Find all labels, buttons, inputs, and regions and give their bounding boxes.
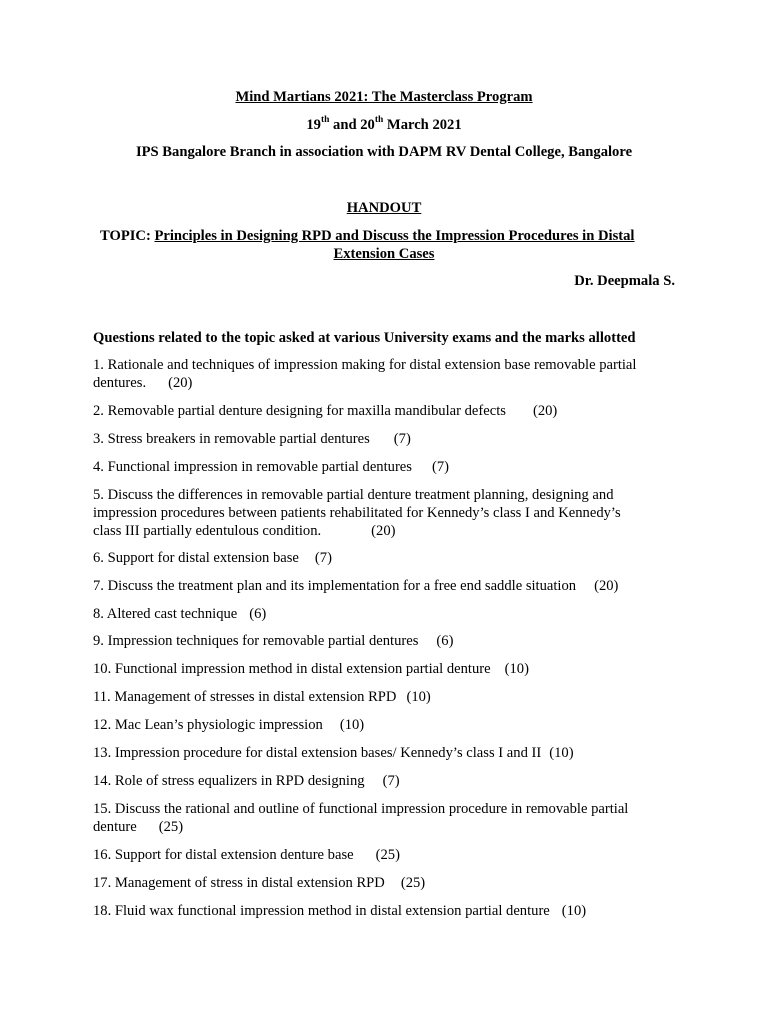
marks: (25) <box>158 819 184 835</box>
marks: (10) <box>549 745 574 761</box>
marks: (10) <box>504 661 529 677</box>
marks: (7) <box>314 550 332 566</box>
list-item: 5. Discuss the differences in removable partial denture treatment planning, designing and impression procedures between patients rehabilitated for Kennedy’s class I and Kennedy’s class III partially edentulous condition. (20) <box>93 487 621 539</box>
marks: (6) <box>436 633 454 649</box>
program-title: Mind Martians 2021: The Masterclass Program <box>235 89 533 105</box>
list-item: 7. Discuss the treatment plan and its implementation for a free end saddle situation (20) <box>93 578 619 594</box>
venue: IPS Bangalore Branch in association with DAPM RV Dental College, Bangalore <box>135 144 633 160</box>
list-item: 15. Discuss the rational and outline of functional impression procedure in removable partial denture (25) <box>93 801 629 835</box>
list-item: 2. Removable partial denture designing for maxilla mandibular defects (20) <box>93 403 558 419</box>
topic-title: Principles in Designing RPD and Discuss the Impression Procedures in Distal <box>154 228 635 244</box>
list-item: 18. Fluid wax functional impression method in distal extension partial denture (10) <box>93 903 587 919</box>
marks: (10) <box>561 903 587 919</box>
marks: (20) <box>594 578 619 594</box>
marks: (25) <box>400 875 426 891</box>
marks: (25) <box>375 847 400 863</box>
list-item: 3. Stress breakers in removable partial dentures (7) <box>93 431 411 447</box>
handout-label: HANDOUT <box>346 200 422 216</box>
list-item: 1. Rationale and techniques of impression making for distal extension base removable partial dentures. (20) <box>93 357 637 391</box>
list-item: 8. Altered cast technique (6) <box>93 606 267 622</box>
questions-heading: Questions related to the topic asked at various University exams and the marks allotted <box>93 330 636 346</box>
marks: (20) <box>168 375 193 391</box>
list-item: 13. Impression procedure for distal extension bases/ Kennedy’s class I and II (10) <box>93 745 574 761</box>
list-item: 11. Management of stresses in distal extension RPD (10) <box>93 689 431 705</box>
list-item: 14. Role of stress equalizers in RPD designing (7) <box>93 773 400 789</box>
marks: (7) <box>431 459 449 475</box>
list-item: 12. Mac Lean’s physiologic impression (10) <box>93 717 365 733</box>
topic-line-1 <box>100 227 635 245</box>
marks: (7) <box>393 431 411 447</box>
list-item: 4. Functional impression in removable partial dentures (7) <box>93 459 449 475</box>
list-item: 6. Support for distal extension base (7) <box>93 550 332 566</box>
list-item: 10. Functional impression method in distal extension partial denture (10) <box>93 661 529 677</box>
marks: (6) <box>249 606 267 622</box>
marks: (20) <box>532 403 558 419</box>
author: Dr. Deepmala S. <box>574 273 675 289</box>
marks: (10) <box>406 689 431 705</box>
marks: (7) <box>382 773 400 789</box>
list-item: 9. Impression techniques for removable partial dentures (6) <box>93 633 454 649</box>
topic-label: TOPIC: <box>100 228 155 244</box>
marks: (10) <box>339 717 365 733</box>
list-item: 16. Support for distal extension denture base (25) <box>93 847 400 863</box>
program-date: 19th and 20th March 2021 <box>306 115 462 133</box>
topic-line-2: Extension Cases <box>333 246 435 262</box>
list-item: 17. Management of stress in distal extension RPD (25) <box>93 875 426 891</box>
marks: (20) <box>371 523 396 539</box>
